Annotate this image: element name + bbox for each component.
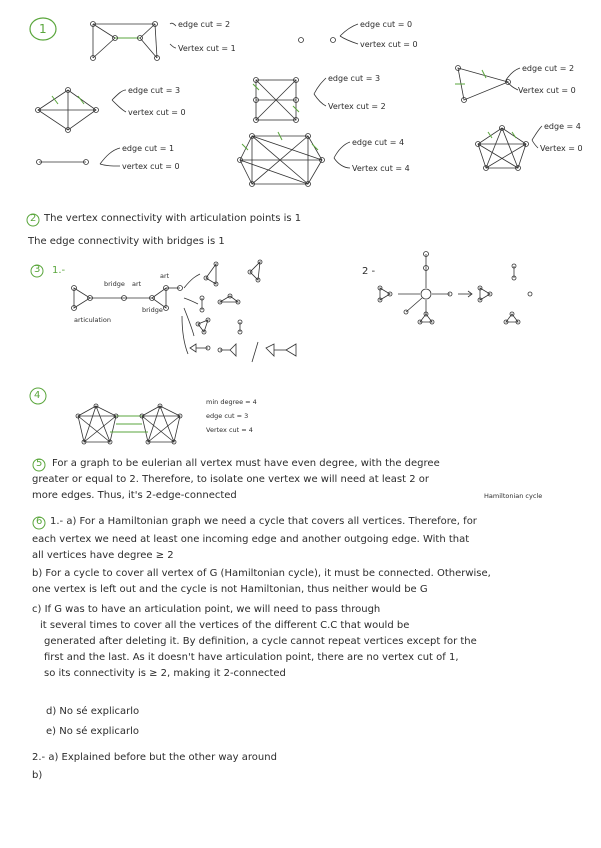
graph-3-2 [376, 248, 556, 338]
g1-edge-cut: edge cut = 2 [178, 20, 231, 29]
graph-3-1-decompositions [180, 258, 330, 368]
section-4-number: 4 [34, 390, 41, 401]
s6-c-line-4: first and the last. As it doesn't have articulation point, there are no vertex cut of 1, [44, 652, 459, 663]
section-5-number: 5 [36, 458, 43, 469]
s6-c-line-2: it several times to cover all the vertices of the different C.C that would be [40, 620, 410, 631]
section-2-line-2: The edge connectivity with bridges is 1 [28, 236, 225, 247]
s4-vertex-cut: Vertex cut = 4 [206, 426, 253, 434]
g7-edge-cut: edge cut = 4 [352, 138, 405, 147]
s6-d: d) No sé explicarlo [46, 706, 140, 717]
annotation-arrows [0, 0, 601, 200]
section-5-line-3: more edges. Thus, it's 2-edge-connected [32, 490, 237, 501]
section-3-number-circle [30, 263, 44, 282]
section-2-number: 2 [30, 213, 37, 224]
g7-vertex-cut: Vertex cut = 4 [352, 164, 410, 173]
hamiltonian-cycle-annotation: Hamiltonian cycle [484, 492, 543, 500]
g2-vertex-cut: vertex cut = 0 [360, 40, 418, 49]
s6-c-line-3: generated after deleting it. By definition, a cycle cannot repeat vertices except for the [44, 636, 477, 647]
section-2-number-circle [26, 212, 40, 231]
g3-vertex-cut: vertex cut = 0 [128, 108, 186, 117]
g2-edge-cut: edge cut = 0 [360, 20, 413, 29]
g8-edge-cut: edge = 4 [544, 122, 581, 131]
g5-vertex-cut: Vertex cut = 0 [518, 86, 576, 95]
g5-edge-cut: edge cut = 2 [522, 64, 575, 73]
label-bridge-1: bridge [104, 280, 125, 288]
s6-e: e) No sé explicarlo [46, 726, 139, 737]
section-5-line-2: greater or equal to 2. Therefore, to isolate one vertex we will need at least 2 or [32, 474, 430, 485]
g8-vertex-cut: Vertex = 0 [540, 144, 583, 153]
label-art-2: art [160, 272, 170, 280]
section-2-line-1: The vertex connectivity with articulation points is 1 [44, 213, 302, 224]
g4-edge-cut: edge cut = 3 [328, 74, 381, 83]
s6-c-line-5: so its connectivity is ≥ 2, making it 2-connected [44, 668, 286, 679]
s6-a-line-1: 1.- a) For a Hamiltonian graph we need a cycle that covers all vertices. Therefore, for [50, 516, 477, 527]
graph-4-two-k5 [76, 402, 196, 448]
g4-vertex-cut: Vertex cut = 2 [328, 102, 386, 111]
section-3-number: 3 [34, 264, 41, 275]
g1-vertex-cut: Vertex cut = 1 [178, 44, 236, 53]
section-4-number-circle [28, 386, 48, 410]
section-3-part-2: 2 - [362, 266, 376, 277]
g3-edge-cut: edge cut = 3 [128, 86, 181, 95]
s6-part2-a: 2.- a) Explained before but the other way around [32, 752, 277, 763]
section-5-line-1: For a graph to be eulerian all vertex must have even degree, with the degree [52, 458, 440, 469]
section-6-number-circle [32, 515, 46, 534]
g6-vertex-cut: vertex cut = 0 [122, 162, 180, 171]
section-3-part-1: 1.- [52, 265, 66, 276]
s4-edge-cut: edge cut = 3 [206, 412, 249, 420]
graph-3-1 [68, 280, 188, 320]
section-6-number: 6 [36, 516, 43, 527]
s6-b-line-1: b) For a cycle to cover all vertex of G (Hamiltonian cycle), it must be connected. Otherwise, [32, 568, 491, 579]
s6-a-line-2: each vertex we need at least one incoming edge and another outgoing edge. With that [32, 534, 470, 545]
label-articulation: articulation [74, 316, 111, 324]
s6-a-line-3: all vertices have degree ≥ 2 [32, 550, 174, 561]
s6-part2-b: b) [32, 770, 43, 781]
s6-b-line-2: one vertex is left out and the cycle is not Hamiltonian, thus neither would be G [32, 584, 428, 595]
label-bridge-2: bridge [142, 306, 163, 314]
s6-c-line-1: c) If G was to have an articulation point, we will need to pass through [32, 604, 381, 615]
label-art-1: art [132, 280, 142, 288]
s4-min-degree: min degree = 4 [206, 398, 257, 406]
section-1-number: 1 [39, 22, 47, 36]
g6-edge-cut: edge cut = 1 [122, 144, 175, 153]
